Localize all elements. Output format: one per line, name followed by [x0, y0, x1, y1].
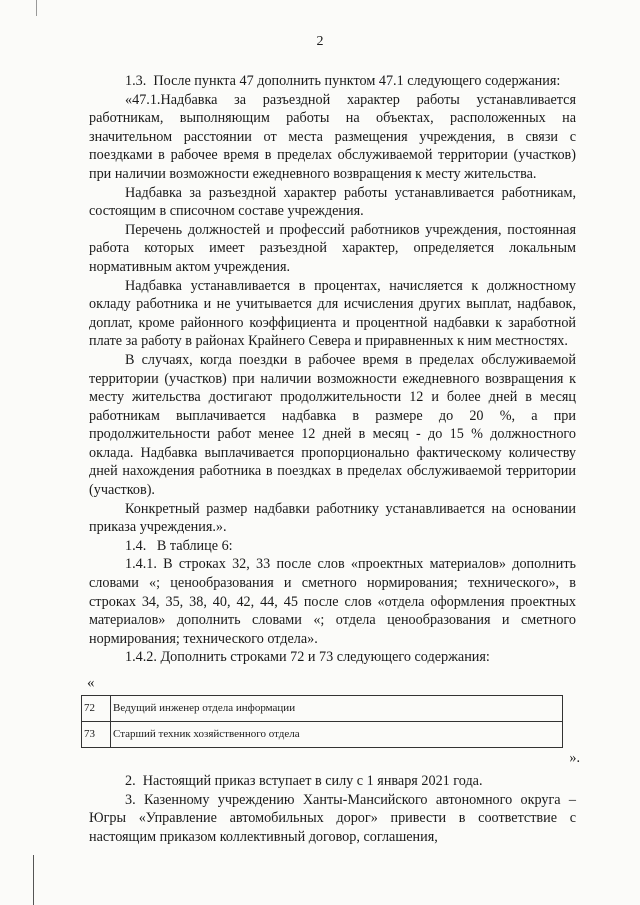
paragraph-2: 2. Настоящий приказ вступает в силу с 1 января 2021 года.: [125, 773, 483, 789]
table-row: [82, 722, 563, 748]
row-title: Ведущий инженер отдела информации: [111, 696, 563, 722]
page-number: 2: [316, 34, 324, 49]
paragraph-specific-amount: Конкретный размер надбавки работнику устанавливается на основании приказа учреждения.».: [89, 500, 576, 536]
paragraph-1-4-1: 1.4.1. В строках 32, 33 после слов «проектных материалов» дополнить словами «; ценообразования и сметного нормирования; технического», в строках 34, 35, 38, 40, 42, 44, 45 после слов «отдела оформления проектных материалов» дополнить словами «; отдела ценообразования и сметного нормирования; технического отдела».: [89, 556, 576, 647]
document-body: [84, 72, 580, 846]
row-number: 72: [82, 696, 111, 722]
scan-edge-mark: [36, 0, 37, 16]
scan-margin-line: [33, 855, 34, 905]
paragraph-positions-list: Перечень должностей и профессий работников учреждения, постоянная работа которых имеет разъездной характер, определяется локальным нормативным актом учреждения.: [89, 221, 576, 275]
paragraph-percent: Надбавка устанавливается в процентах, начисляется к должностному окладу работника и не учитывается для исчисления других выплат, надбавок, доплат, кроме районного коэффициента и процентной надбавки к заработной плате за работу в районах Крайнего Севера и приравненных к ним местностях.: [89, 277, 576, 350]
positions-table: [81, 695, 563, 748]
paragraph-3: 3. Казенному учреждению Ханты-Мансийского автономного округа – Югры «Управление автомобильных дорог» привести в соответствие с настоящим приказом коллективный договор, соглашения,: [89, 791, 576, 845]
paragraph-47-1: «47.1.Надбавка за разъездной характер работы устанавливается работникам, выполняющим работы на объектах, расположенных на значительном расстоянии от места размещения учреждения, в связи с поездками в рабочее время в пределах обслуживаемой территории (участков) при наличии возможности ежедневного возвращения к месту жительства.: [89, 91, 576, 182]
paragraph-1-3: 1.3. После пункта 47 дополнить пунктом 47.1 следующего содержания:: [125, 73, 561, 89]
paragraph-1-4: 1.4. В таблице 6:: [125, 537, 233, 554]
row-title: Старший техник хозяйственного отдела: [111, 722, 563, 748]
row-number: 73: [82, 722, 111, 748]
table-row: [82, 696, 563, 722]
table-close-quote: ».: [569, 750, 580, 766]
paragraph-cases: В случаях, когда поездки в рабочее время в пределах обслуживаемой территории (участков) при наличии возможности ежедневного возвращения к месту жительства достигают продолжительности 12 и более дней в месяц работникам выплачивается надбавка в размере до 20 %, а при продолжительности работ менее 12 дней в месяц - до 15 % должностного оклада. Надбавка выплачивается пропорционально фактическому количеству дней нахождения работника в поездках в пределах обслуживаемой территории (участков).: [89, 351, 576, 499]
paragraph-1-4-2: 1.4.2. Дополнить строками 72 и 73 следующего содержания:: [125, 649, 490, 666]
table-open-quote: «: [87, 675, 95, 691]
paragraph-staff: Надбавка за разъездной характер работы устанавливается работникам, состоящим в списочном составе учреждения.: [89, 184, 576, 220]
